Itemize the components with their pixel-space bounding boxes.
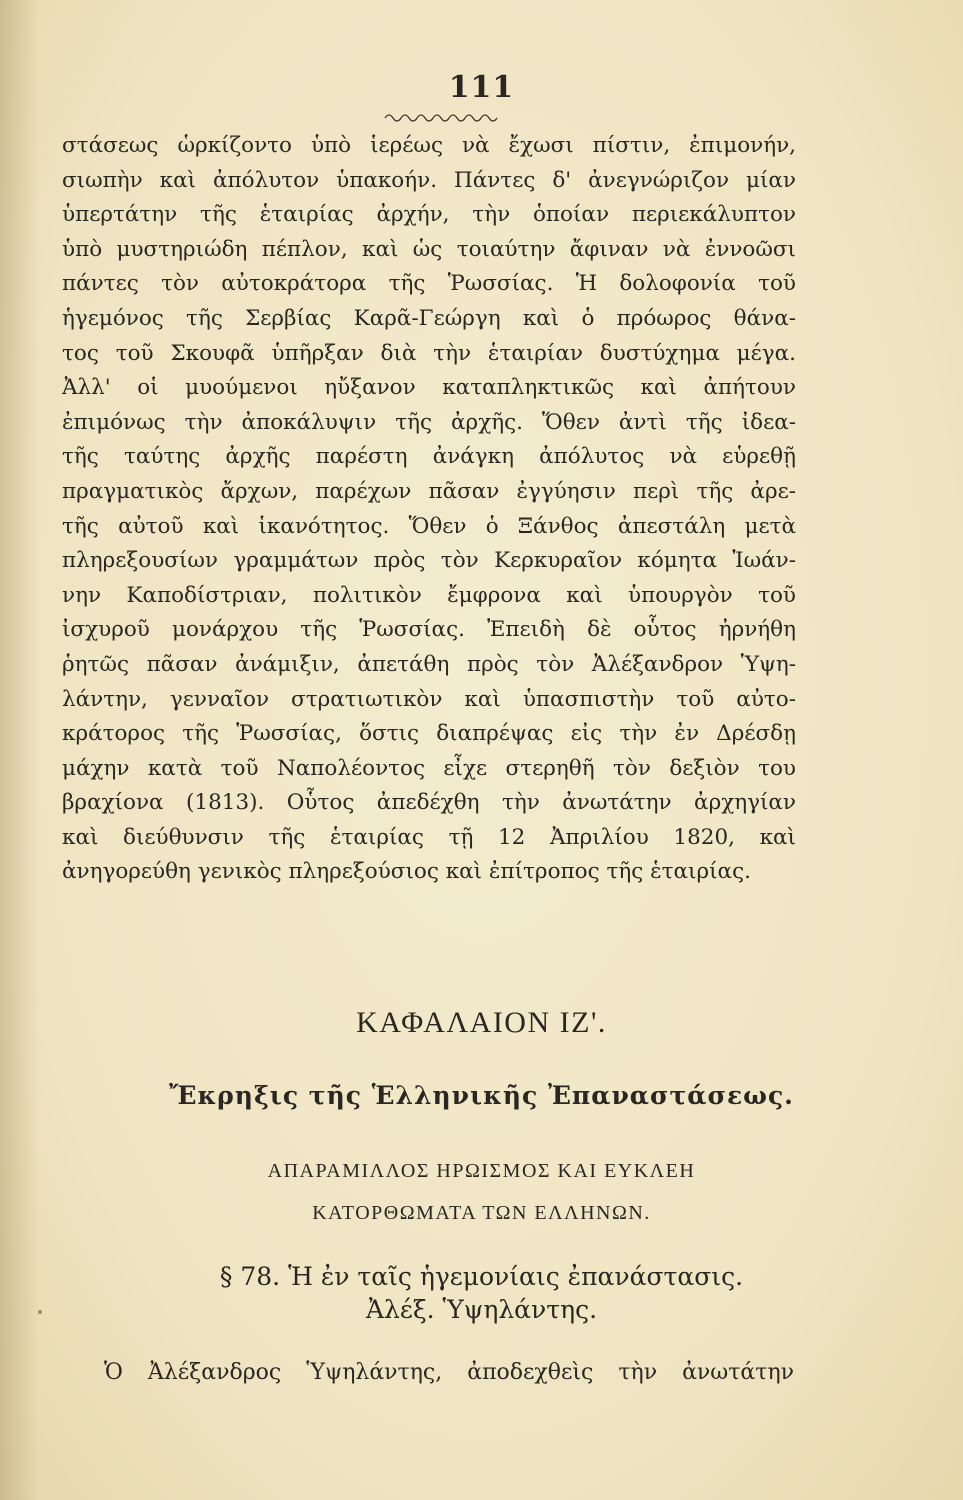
text-line: στάσεως ὡρκίζοντο ὑπὸ ἱερέως νὰ ἔχωσι πίστιν, ἐπιμονήν, [62,133,796,158]
text-line: ἡγεμόνος τῆς Σερβίας Καρᾶ-Γεώργη καὶ ὁ πρόωρος θάνα- [62,305,796,331]
text-line: νην Καποδίστριαν, πολιτικὸν ἔμφρονα καὶ ὑπουργὸν τοῦ [62,582,796,608]
text-line: Ἀλλ' οἱ μυούμενοι ηὔξανον καταπληκτικῶς καὶ ἀπήτουν [62,375,796,401]
text-line: μάχην κατὰ τοῦ Ναπολέοντος εἶχε στερηθῆ τὸν δεξιὸν του [62,755,796,781]
section-heading: § 78. Ἡ ἐν ταῖς ἡγεμονίαις ἐπανάστασις. [219,1262,744,1291]
text-line: τῆς αὐτοῦ καὶ ἱκανότητος. Ὅθεν ὁ Ξάνθος ἀπεστάλη μετὰ [62,513,796,539]
page-number: 111 [448,70,515,105]
text-line: ὑπὸ μυστηριώδη πέπλον, καὶ ὡς τοιαύτην ἄφιναν νὰ ἐννοῶσι [62,236,796,262]
text-line: πάντες τὸν αὐτοκράτορα τῆς Ῥωσσίας. Ἡ δολοφονία τοῦ [62,271,796,297]
chapter-subtitle: Ἔκρηξις τῆς Ἑλληνικῆς Ἐπαναστάσεως. [169,1081,794,1110]
paper-speck [38,1310,42,1314]
text-line: πληρεξουσίων γραμμάτων πρὸς τὸν Κερκυραῖον κόμητα Ἰωάν- [62,548,796,574]
text-line: ἐπιμόνως τὴν ἀποκάλυψιν τῆς ἀρχῆς. Ὅθεν ἀντὶ τῆς ἰδεα- [62,409,796,435]
text-line: καὶ διεύθυνσιν τῆς ἑταιρίας τῇ 12 Ἀπριλίου 1820, καὶ [62,824,796,850]
text-line: ῥητῶς πᾶσαν ἀνάμιξιν, ἀπετάθη πρὸς τὸν Ἀλέξανδρον Ὑψη- [62,651,796,677]
text-line: πραγματικὸς ἄρχων, παρέχων πᾶσαν ἐγγύησιν περὶ τῆς ἀρε- [62,478,796,504]
section-subheading: Ἀλέξ. Ὑψηλάντης. [365,1295,598,1324]
text-line: ἰσχυροῦ μονάρχου τῆς Ῥωσσίας. Ἐπειδὴ δὲ οὗτος ἠρνήθη [62,617,796,643]
text-line: τος τοῦ Σκουφᾶ ὑπῆρξαν διὰ τὴν ἑταιρίαν δυστύχημα μέγα. [62,340,796,366]
text-line: ἀνηγορεύθη γενικὸς πληρεξούσιος καὶ ἐπίτροπος τῆς ἑταιρίας. [62,859,751,885]
body-text [62,129,796,890]
text-line: βραχίονα (1813). Οὗτος ἀπεδέχθη τὴν ἀνωτάτην ἀρχηγίαν [62,790,796,816]
chapter-title: ΚΑΦΑΛΑΙΟΝ ΙΖ'. [356,1006,607,1039]
text-line: κράτορος τῆς Ῥωσσίας, ὅστις διαπρέψας εἰς τὴν ἐν Δρέσδῃ [62,721,796,747]
chapter-summary-line: ΑΠΑΡΑΜΙΛΛΟΣ ΗΡΩΙΣΜΟΣ ΚΑΙ ΕΥΚΛΕΗ [267,1160,696,1182]
text-line: ὑπερτάτην τῆς ἑταιρίας ἀρχήν, τὴν ὁποίαν περιεκάλυπτον [62,202,796,228]
text-line: Ὁ Ἀλέξανδρος Ὑψηλάντης, ἀποδεχθεὶς τὴν ἀνωτάτην [104,1360,794,1385]
chapter-summary-line: ΚΑΤΟΡΘΩΜΑΤΑ ΤΩΝ ΕΛΛΗΝΩΝ. [312,1202,651,1224]
text-line: σιωπὴν καὶ ἀπόλυτον ὑπακοήν. Πάντες δ' ἀνεγνώριζον μίαν [62,167,796,193]
text-line: τῆς ταύτης ἀρχῆς παρέστη ἀνάγκη ἀπόλυτος νὰ εὑρεθῇ [62,444,796,470]
wavy-ornament [383,110,498,124]
text-line: λάντην, γενναῖον στρατιωτικὸν καὶ ὑπασπιστὴν τοῦ αὐτο- [62,686,796,712]
